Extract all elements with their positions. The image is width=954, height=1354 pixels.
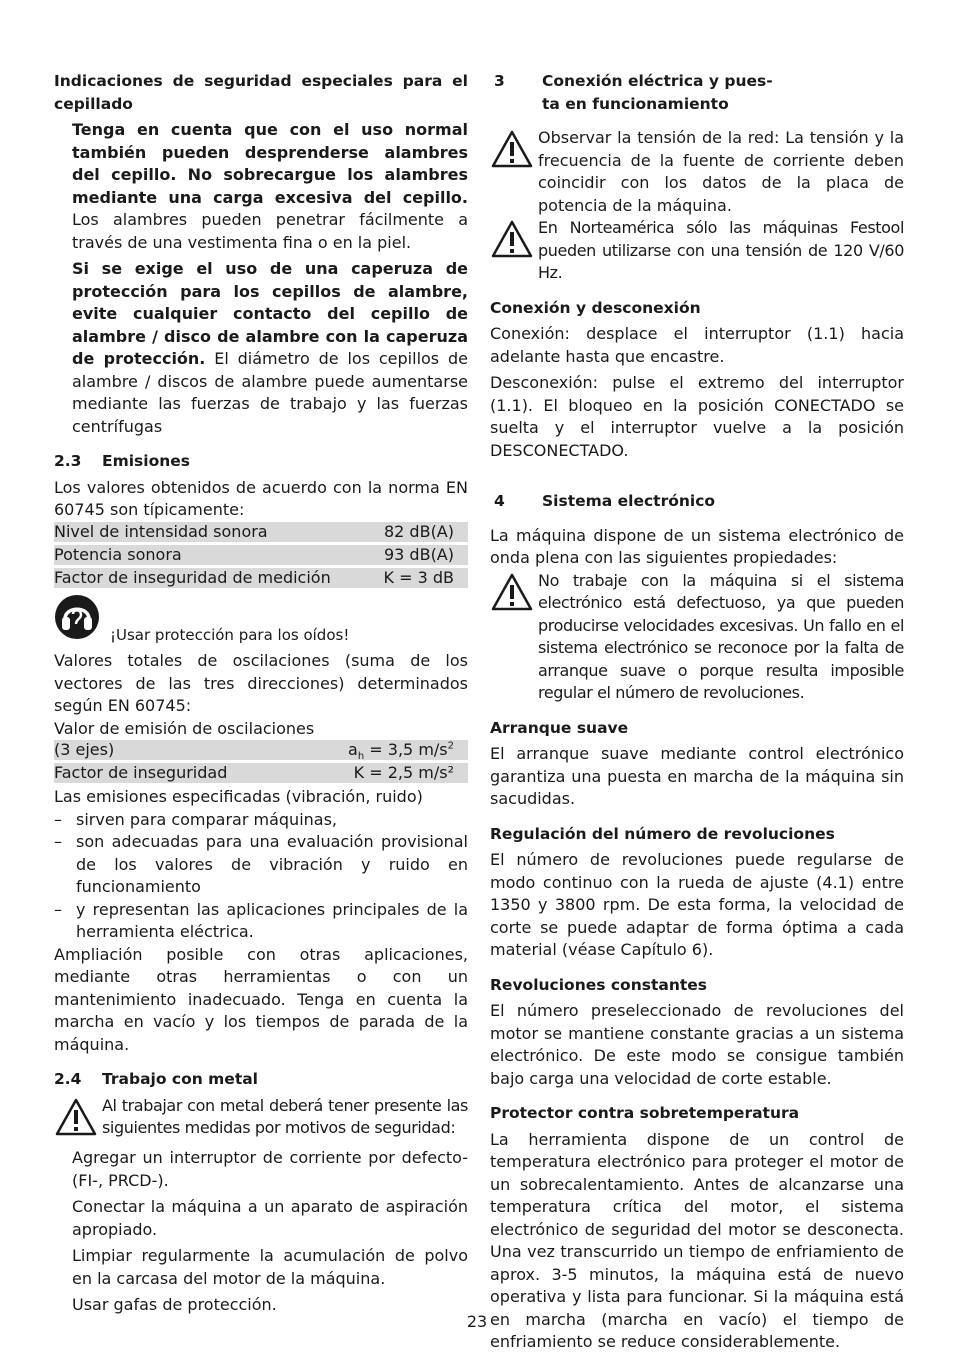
disconnection-paragraph: Desconexión: pulse el extremo del interruptor (1.1). El bloqueo en la posición CONECTADO se suelta y el interruptor vuelve a la posición DESCONECTADO. [490,373,904,460]
vibration-label: Valor de emisión de oscilaciones [54,718,315,738]
page-number: 23 [466,1312,488,1331]
list-item: Agregar un interruptor de corriente por defecto- (FI-, PRCD-). [72,1148,468,1190]
soft-start-paragraph: El arranque suave mediante control electrónico garantiza una puesta en marcha de la máquina sin sacudidas. [490,744,904,808]
brush-safety-heading: Indicaciones de seguridad especiales para el cepillado [54,72,468,113]
electronics-warning: No trabaje con la máquina si el sistema electrónico está defectuoso, ya que pueden producirse velocidades excesivas. Un fallo en el sistema electrónico se reconoce por la falta de arranque suave o porque resulta imposible regular el número de revoluciones. [490,570,904,705]
section-2-3-heading: 2.3 Emisiones [54,452,191,470]
noise-table [54,522,468,588]
list-item: Usar gafas de protección. [72,1295,277,1314]
left-column [54,70,468,1317]
list-item: – sirven para comparar máquinas, [54,809,338,829]
table-row: Factor de inseguridad de medición K = 3 dB [54,568,468,588]
warning-triangle-icon [490,217,538,266]
table-row: (3 ejes) $a_h = 3,5$ $m/s^2$ [54,740,468,760]
section-2-4-heading: 2.4 Trabajo con metal [54,1070,258,1088]
emissions-note: Ampliación posible con otras aplicaciones, mediante otras herramientas o con un mantenimiento inadecuado. Tenga en cuenta la marcha en vacío y los tiempos de parada de la máquina. [54,944,468,1054]
warning-triangle-icon [54,1095,102,1144]
metal-warning: Al trabajar con metal deberá tener presente las siguientes medidas por motivos de seguridad: [54,1095,468,1144]
connection-heading: Conexión y desconexión [490,298,701,317]
overheat-protection-heading: Protector contra sobretemperatura [490,1104,800,1122]
speed-regulation-paragraph: El número de revoluciones puede regularse de modo continuo con la rueda de ajuste (4.1) entre 1350 y 3800 rpm. De esta forma, la velocidad de corte se puede adaptar de forma óptima a cada material (véase Capítulo 6). [490,850,904,959]
section-3-heading: 3 Conexión eléctrica y pues- ta en funcionamiento [494,72,773,113]
vibration-intro: Valores totales de oscilaciones (suma de los vectores de las tres direcciones) determinados según EN 60745: [54,651,468,715]
constant-speed-heading: Revoluciones constantes [490,975,708,994]
list-item: – y representan las aplicaciones principales de la herramienta eléctrica. [54,899,468,941]
list-item: Limpiar regularmente la acumulación de polvo en la carcasa del motor de la máquina. [72,1246,468,1288]
brush-paragraph-1: Tenga en cuenta que con el uso normal también pueden desprenderse alambres del cepillo. No sobrecargue los alambres mediante una carga excesiva del cepillo. Los alambres pueden penetrar fácilmente a través de una vestimenta fina o en la piel. [72,120,468,252]
north-america-warning: En Norteamérica sólo las máquinas Festool pueden utilizarse con una tensión de 120 V/60 Hz. [490,217,904,285]
warning-triangle-icon [490,127,538,176]
emissions-list-intro: Las emisiones especificadas (vibración, ruido) [54,787,423,806]
overheat-protection-paragraph: La herramienta dispone de un control de temperatura electrónico para proteger el motor de un sobrecalentamiento. Antes de alcanzarse una temperatura crítica del motor, el sistema electrónico de seguridad del motor se desconecta. Una vez transcurrido un tiempo de enfriamiento de aprox. 3-5 minutos, la máquina está de nuevo operativa y lista para funcionar. Si la máquina está en marcha (marcha en vacío) el tiempo de enfriamiento se reduce considerablemente. [490,1129,904,1351]
speed-regulation-heading: Regulación del número de revoluciones [490,824,835,843]
hearing-protection-icon [54,594,110,647]
vibration-table [54,740,468,783]
voltage-warning: Observar la tensión de la red: La tensión y la frecuencia de la fuente de corriente deben coincidir con los datos de la placa de potencia de la máquina. [490,127,904,217]
hearing-protection-notice: ¡Usar protección para los oídos! [54,594,468,647]
constant-speed-paragraph: El número preseleccionado de revoluciones del motor se mantiene constante gracias a un sistema electrónico. De este modo se consigue también bajo carga una velocidad de corte estable. [490,1001,904,1088]
table-row: Nivel de intensidad sonora 82 dB(A) [54,522,468,542]
list-item: Conectar la máquina a un aparato de aspiración apropiado. [72,1197,468,1239]
soft-start-heading: Arranque suave [490,718,629,737]
section-4-heading: 4 Sistema electrónico [494,492,716,510]
connection-paragraph: Conexión: desplace el interruptor (1.1) hacia adelante hasta que encastre. [490,324,904,366]
right-column [490,70,904,1354]
table-row: Factor de inseguridad K = 2,5 m/s² [54,763,468,783]
list-item: – son adecuadas para una evaluación provisional de los valores de vibración y ruido en funcionamiento [54,832,468,896]
emissions-intro: Los valores obtenidos de acuerdo con la norma EN 60745 son típicamente: [54,477,468,519]
brush-paragraph-2: Si se exige el uso de una caperuza de protección para los cepillos de alambre, evite cualquier contacto del cepillo de alambre / disco de alambre con la caperuza de protección. El diámetro de los cepillos de alambre / discos de alambre puede aumentarse mediante las fuerzas de trabajo y las fuerzas centrífugas [72,259,468,436]
warning-triangle-icon [490,570,538,619]
table-row: Potencia sonora 93 dB(A) [54,545,468,565]
electronics-intro: La máquina dispone de un sistema electrónico de onda plena con las siguientes propiedades: [490,525,904,567]
